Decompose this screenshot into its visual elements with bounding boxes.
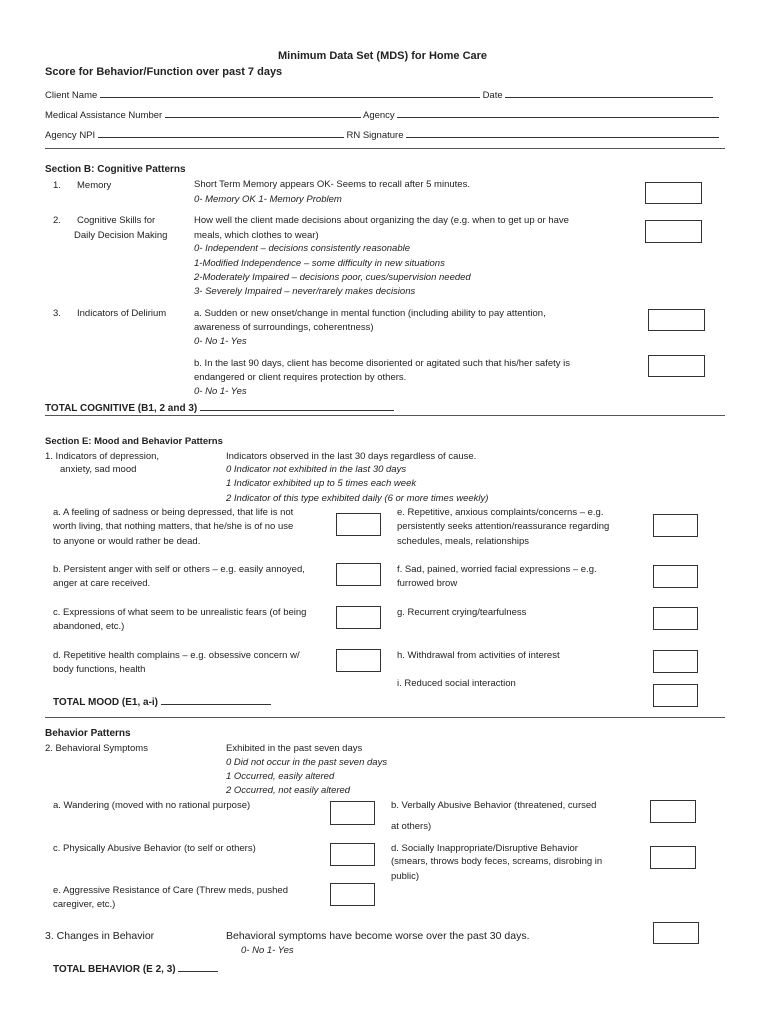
e1-label-line1: 1. Indicators of depression, [45, 451, 160, 462]
agency-input[interactable] [397, 108, 719, 118]
e1d-line1: d. Repetitive health complains – e.g. obsessive concern w/ [53, 650, 300, 661]
e1a-line2: worth living, that nothing matters, that he/she is of no use [53, 521, 294, 532]
date-input[interactable] [505, 88, 713, 98]
b3b-text-line1: b. In the last 90 days, client has become disoriented or agitated such that his/her safety is [194, 358, 570, 369]
e1a-line1: a. A feeling of sadness or being depressed, that life is not [53, 507, 294, 518]
e1h-score-box[interactable] [653, 650, 698, 673]
total-cognitive [45, 401, 394, 415]
client-name-label: Client Name [45, 90, 98, 101]
b3-number: 3. [53, 308, 61, 319]
e1e-line3: schedules, meals, relationships [397, 536, 530, 547]
b3b-score-box[interactable] [648, 355, 705, 377]
b3-label: Indicators of Delirium [77, 308, 167, 319]
e1c-line1: c. Expressions of what seem to be unrealistic fears (of being [53, 607, 307, 618]
e2-scale-intro: Exhibited in the past seven days [226, 743, 363, 754]
b3b-text-line2: endangered or client requires protection by others. [194, 372, 407, 383]
medical-assistance-input[interactable] [165, 108, 361, 118]
e2a-score-box[interactable] [330, 801, 375, 825]
e1f-score-box[interactable] [653, 565, 698, 588]
e1-label-line2: anxiety, sad mood [60, 464, 137, 475]
total-cognitive-label: TOTAL COGNITIVE (B1, 2 and 3) [45, 403, 198, 414]
e1e-line2: persistently seeks attention/reassurance regarding [397, 521, 610, 532]
medical-assistance-row [45, 108, 719, 122]
client-name-row [45, 88, 713, 102]
rn-signature-label: RN Signature [346, 130, 404, 141]
b1-text: Short Term Memory appears OK- Seems to recall after 5 minutes. [194, 179, 470, 190]
e2d-score-box[interactable] [650, 846, 696, 869]
b1-number: 1. [53, 180, 61, 191]
b2-option-3: 3- Severely Impaired – never/rarely makes decisions [194, 286, 416, 297]
b2-text-line1: How well the client made decisions about organizing the day (e.g. when to get up or have [194, 215, 569, 226]
e1g-score-box[interactable] [653, 607, 698, 630]
e1c-score-box[interactable] [336, 606, 381, 629]
agency-label: Agency [362, 110, 395, 121]
total-mood-input[interactable] [161, 695, 271, 705]
e2e-score-box[interactable] [330, 883, 375, 906]
e1-scale-0: 0 Indicator not exhibited in the last 30 days [226, 464, 407, 475]
b2-label-line2: Daily Decision Making [74, 230, 168, 241]
b1-options: 0- Memory OK 1- Memory Problem [194, 194, 342, 205]
e2c-score-box[interactable] [330, 843, 375, 866]
medical-assistance-label: Medical Assistance Number [45, 110, 163, 121]
total-mood [53, 695, 271, 709]
e1b-score-box[interactable] [336, 563, 381, 586]
e1b-line2: anger at care received. [53, 578, 151, 589]
e1g-text: g. Recurrent crying/tearfulness [397, 607, 527, 618]
e1a-score-box[interactable] [336, 513, 381, 536]
e1i-text: i. Reduced social interaction [397, 678, 516, 689]
e1f-line1: f. Sad, pained, worried facial expressions – e.g. [397, 564, 597, 575]
e2-scale-2: 2 Occurred, not easily altered [226, 785, 351, 796]
e2b-line1: b. Verbally Abusive Behavior (threatened, cursed [391, 800, 597, 811]
total-mood-label: TOTAL MOOD (E1, a-i) [53, 697, 159, 708]
total-behavior [53, 962, 218, 976]
e2-label: 2. Behavioral Symptoms [45, 743, 148, 754]
b3a-options: 0- No 1- Yes [194, 336, 247, 347]
e1e-line1: e. Repetitive, anxious complaints/concerns – e.g. [397, 507, 604, 518]
e2e-line2: caregiver, etc.) [53, 899, 116, 910]
agency-npi-label: Agency NPI [45, 130, 96, 141]
e1h-text: h. Withdrawal from activities of interest [397, 650, 560, 661]
form-title: Minimum Data Set (MDS) for Home Care [278, 50, 488, 62]
b2-number: 2. [53, 215, 61, 226]
e3-label: 3. Changes in Behavior [45, 930, 155, 942]
behavior-heading: Behavior Patterns [45, 728, 131, 739]
e2-scale-1: 1 Occurred, easily altered [226, 771, 335, 782]
form-subtitle: Score for Behavior/Function over past 7 days [45, 66, 283, 78]
total-cognitive-input[interactable] [200, 401, 394, 411]
b1-score-box[interactable] [645, 182, 702, 204]
e3-options: 0- No 1- Yes [241, 945, 294, 956]
e1i-score-box[interactable] [653, 684, 698, 707]
e1d-score-box[interactable] [336, 649, 381, 672]
e2b-line2: at others) [391, 821, 432, 832]
b2-option-0: 0- Independent – decisions consistently reasonable [194, 243, 411, 254]
header-divider [45, 148, 725, 149]
e1-scale-1: 1 Indicator exhibited up to 5 times each week [226, 478, 417, 489]
e1b-line1: b. Persistent anger with self or others – e.g. easily annoyed, [53, 564, 305, 575]
e2d-line3: public) [391, 871, 419, 882]
agency-npi-input[interactable] [98, 128, 344, 138]
b2-text-line2: meals, which clothes to wear) [194, 230, 319, 241]
e2d-line1: d. Socially Inappropriate/Disruptive Behavior [391, 843, 578, 854]
b3a-text-line2: awareness of surroundings, coherentness) [194, 322, 374, 333]
e2d-line2: (smears, throws body feces, screams, disrobing in [391, 856, 603, 867]
total-behavior-label: TOTAL BEHAVIOR (E 2, 3) [53, 964, 176, 975]
e1c-line2: abandoned, etc.) [53, 621, 125, 632]
e1f-line2: furrowed brow [397, 578, 458, 589]
b2-option-2: 2-Moderately Impaired – decisions poor, cues/supervision needed [194, 272, 471, 283]
client-name-input[interactable] [100, 88, 480, 98]
agency-npi-row [45, 128, 719, 142]
e3-score-box[interactable] [653, 922, 699, 944]
e2e-line1: e. Aggressive Resistance of Care (Threw meds, pushed [53, 885, 288, 896]
b2-score-box[interactable] [645, 220, 702, 243]
e1-scale-intro: Indicators observed in the last 30 days regardless of cause. [226, 451, 477, 462]
b2-label-line1: Cognitive Skills for [77, 215, 156, 226]
e1d-line2: body functions, health [53, 664, 146, 675]
rn-signature-input[interactable] [406, 128, 719, 138]
e1a-line3: to anyone or would rather be dead. [53, 536, 201, 547]
e2-scale-0: 0 Did not occur in the past seven days [226, 757, 388, 768]
section-e-heading: Section E: Mood and Behavior Patterns [45, 436, 223, 447]
e1e-score-box[interactable] [653, 514, 698, 537]
e2c-text: c. Physically Abusive Behavior (to self or others) [53, 843, 256, 854]
date-label: Date [482, 90, 503, 101]
e2a-text: a. Wandering (moved with no rational purpose) [53, 800, 251, 811]
b3a-text-line1: a. Sudden or new onset/change in mental function (including ability to pay attention, [194, 308, 546, 319]
b1-label: Memory [77, 180, 112, 191]
b2-option-1: 1-Modified Independence – some difficulty in new situations [194, 258, 445, 269]
e1-scale-2: 2 Indicator of this type exhibited daily (6 or more times weekly) [226, 493, 489, 504]
e2b-score-box[interactable] [650, 800, 696, 823]
section-b-heading: Section B: Cognitive Patterns [45, 164, 186, 175]
b3b-options: 0- No 1- Yes [194, 386, 247, 397]
total-behavior-input[interactable] [178, 962, 218, 972]
e3-text: Behavioral symptoms have become worse over the past 30 days. [226, 930, 530, 942]
b3a-score-box[interactable] [648, 309, 705, 331]
section-e-divider [45, 717, 725, 718]
section-b-divider [45, 415, 725, 416]
